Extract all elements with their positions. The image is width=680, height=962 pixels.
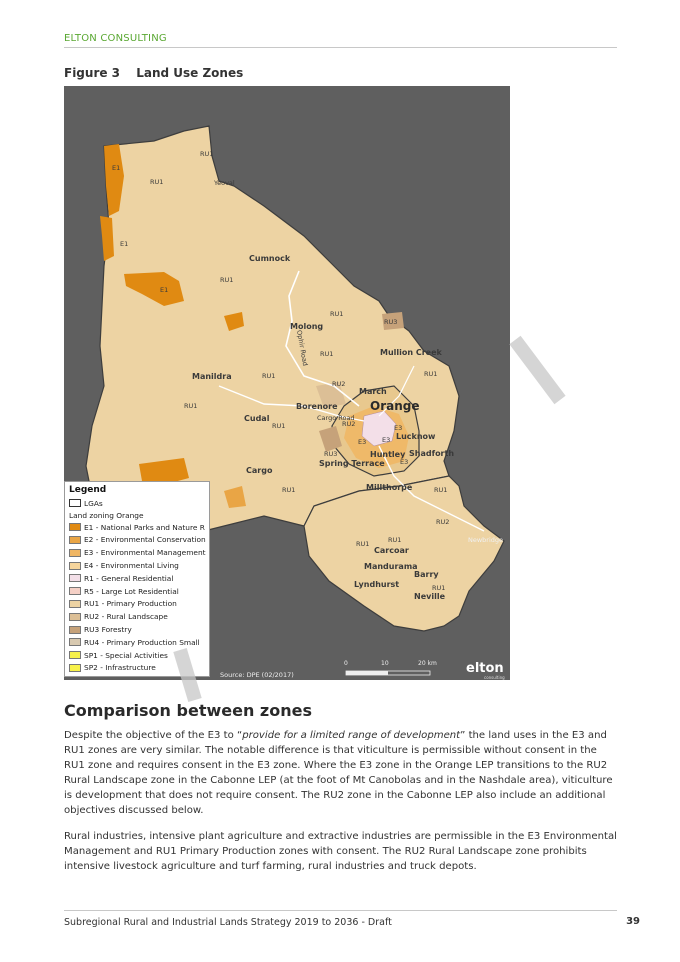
- zone-label-ru2: RU2: [332, 380, 346, 388]
- town-carcoar: Carcoar: [374, 546, 409, 555]
- legend-swatch: [69, 574, 81, 582]
- map-legend: [64, 481, 210, 677]
- zone-label-ru1: RU1: [150, 178, 164, 186]
- para1-before: Despite the objective of the E3 to “: [64, 730, 243, 741]
- zone-label-ru3: RU3: [324, 450, 338, 458]
- zone-label-e1: E1: [120, 240, 129, 248]
- header-brand: ELTON CONSULTING: [64, 33, 167, 44]
- zone-label-ru1: RU1: [272, 422, 286, 430]
- scale-label-zero: 0: [344, 660, 348, 667]
- zone-label-ru1: RU1: [184, 402, 198, 410]
- legend-item-label: RU2 - Rural Landscape: [84, 612, 168, 622]
- elton-logo-sub: consulting: [484, 675, 505, 680]
- paragraph-1: [64, 728, 620, 818]
- zone-label-ru1: RU1: [388, 536, 402, 544]
- legend-item-label: R5 - Large Lot Residential: [84, 586, 179, 596]
- legend-swatch: [69, 562, 81, 570]
- section-heading: Comparison between zones: [64, 701, 312, 720]
- legend-title: Legend: [69, 485, 107, 495]
- legend-item-label: R1 - General Residential: [84, 573, 174, 583]
- figure-caption: [64, 66, 243, 80]
- zone-label-ru2: RU2: [436, 518, 450, 526]
- zone-label-e3: E3: [394, 424, 403, 432]
- town-manildra: Manildra: [192, 372, 232, 381]
- legend-item: [69, 521, 205, 534]
- footer-title: Subregional Rural and Industrial Lands Strategy 2019 to 2036 - Draft: [64, 917, 392, 928]
- legend-item-label: SP1 - Special Activities: [84, 650, 168, 660]
- town-newbridge: Newbridge: [468, 536, 504, 544]
- lga-swatch: [69, 499, 81, 507]
- town-march: March: [359, 387, 387, 396]
- legend-swatch: [69, 536, 81, 544]
- footer-divider: [64, 910, 617, 911]
- zone-label-ru1: RU1: [356, 540, 370, 548]
- legend-item: [69, 662, 205, 675]
- town-borenore: Borenore: [296, 402, 338, 411]
- scale-bar-fill: [346, 671, 388, 675]
- zone-label-e1: E1: [112, 164, 121, 172]
- town-millthorpe: Millthorpe: [366, 483, 413, 492]
- legend-item: [69, 572, 205, 585]
- zone-label-ru1: RU1: [330, 310, 344, 318]
- town-yeoval: Yeoval: [214, 179, 235, 187]
- legend-swatch: [69, 600, 81, 608]
- paragraph-2: Rural industries, intensive plant agriculture and extractive industries are permissible in the E3 Environmental Management and RU1 Primary Production zones with consent. The RU2 Rural Landscape zone prohibits intensive livestock agriculture and turf farming, rural industries and truck depots.: [64, 831, 617, 872]
- legend-item: [69, 585, 205, 598]
- legend-item-label: RU1 - Primary Production: [84, 599, 177, 609]
- legend-swatch: [69, 613, 81, 621]
- legend-item-label: E2 - Environmental Conservation: [84, 535, 206, 545]
- legend-lga-label: LGAs: [84, 498, 103, 508]
- map-source: Source: DPE (02/2017): [220, 671, 294, 679]
- zone-label-e3: E3: [382, 436, 391, 444]
- zone-label-e1: E1: [160, 286, 169, 294]
- town-molong: Molong: [290, 322, 324, 331]
- legend-item-label: E3 - Environmental Management: [84, 548, 206, 558]
- town-cargo: Cargo: [246, 466, 273, 475]
- zone-label-ru1: RU1: [200, 150, 214, 158]
- legend-swatch: [69, 626, 81, 634]
- legend-item-label: RU3 Forestry: [84, 625, 132, 635]
- elton-logo: elton: [466, 661, 504, 676]
- town-cudal: Cudal: [244, 414, 270, 423]
- town-spring-terrace: Spring Terrace: [319, 459, 385, 468]
- legend-item-label: E1 - National Parks and Nature R: [84, 522, 205, 532]
- legend-items: [69, 521, 205, 675]
- town-cumnock: Cumnock: [249, 254, 291, 263]
- town-shadforth: Shadforth: [409, 449, 455, 458]
- zone-label-ru1: RU1: [262, 372, 276, 380]
- town-orange: Orange: [370, 399, 420, 413]
- legend-item: [69, 649, 205, 662]
- zone-label-ru1: RU1: [434, 486, 448, 494]
- header-divider: [64, 47, 617, 48]
- town-mandurama: Mandurama: [364, 562, 418, 571]
- legend-swatch: [69, 587, 81, 595]
- legend-item: [69, 610, 205, 623]
- town-barry: Barry: [414, 570, 439, 579]
- zone-label-ru1: RU1: [432, 584, 446, 592]
- legend-lga-row: [69, 497, 205, 510]
- road-label-cargo-road: Cargo Road: [317, 414, 355, 422]
- page-number: 39: [626, 916, 640, 927]
- legend-item: [69, 559, 205, 572]
- legend-swatch: [69, 549, 81, 557]
- legend-item: [69, 598, 205, 611]
- e1-patch-west: [100, 216, 114, 261]
- legend-item-label: E4 - Environmental Living: [84, 561, 179, 571]
- legend-swatch: [69, 664, 81, 672]
- scale-label-end: 20 km: [418, 660, 437, 667]
- figure-title: Land Use Zones: [136, 66, 244, 80]
- legend-item-label: SP2 - Infrastructure: [84, 663, 156, 673]
- para1-after: ” the land uses in the E3 and RU1 zones are very similar. The notable difference is that viticulture is permissible without consent in the RU1 zone and requires consent in the E3 zone. Where the E3 zone in the Orange LEP transitions to the RU2 Rural Landscape zone in the Cabonne LEP (at the foot of Mt Canobolas and in the Nashdale area), viticulture is development that does not require consent. The RU2 zone in the Cabonne LEP also include an additional objectives discussed below.: [64, 730, 613, 816]
- town-lyndhurst: Lyndhurst: [354, 580, 400, 589]
- road-label-ophir-road: Ophir Road: [295, 329, 310, 367]
- zone-label-ru3: RU3: [384, 318, 398, 326]
- zone-label-ru1: RU1: [424, 370, 438, 378]
- legend-swatch: [69, 523, 81, 531]
- legend-swatch: [69, 651, 81, 659]
- scale-label-mid: 10: [381, 660, 389, 667]
- legend-item-label: RU4 - Primary Production Small: [84, 637, 200, 647]
- zone-label-e3: E3: [358, 438, 367, 446]
- legend-swatch: [69, 638, 81, 646]
- legend-subtitle: Land zoning Orange: [69, 510, 144, 520]
- town-huntley: Huntley: [370, 450, 406, 459]
- town-neville: Neville: [414, 592, 445, 601]
- legend-item: [69, 623, 205, 636]
- town-mullion-creek: Mullion Creek: [380, 348, 442, 357]
- zone-label-ru1: RU1: [220, 276, 234, 284]
- para1-quote: provide for a limited range of development: [242, 730, 461, 741]
- zone-label-e3: E3: [400, 458, 409, 466]
- zone-label-ru1: RU1: [320, 350, 334, 358]
- legend-item: [69, 546, 205, 559]
- legend-item: [69, 534, 205, 547]
- legend-item: [69, 636, 205, 649]
- town-lucknow: Lucknow: [396, 432, 436, 441]
- zone-label-ru1: RU1: [282, 486, 296, 494]
- figure-number: Figure 3: [64, 66, 121, 80]
- zone-label-ru2: RU2: [342, 420, 356, 428]
